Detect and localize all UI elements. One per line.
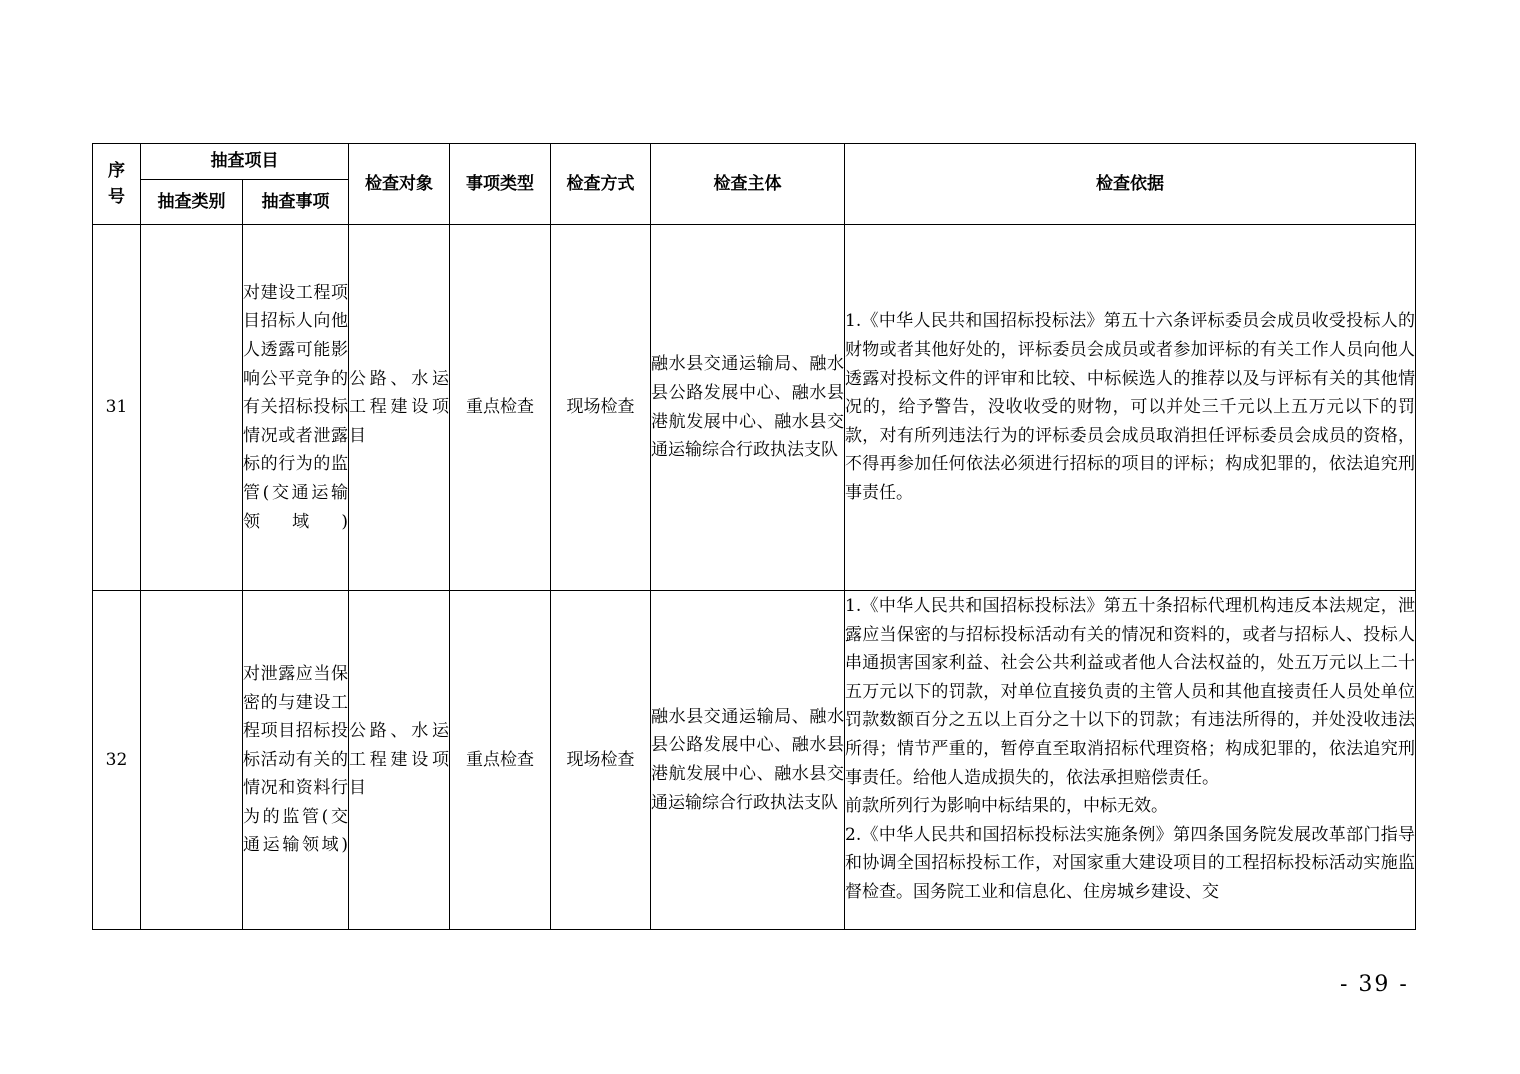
table-row [93, 225, 1416, 591]
row-target: 公路、水运工程建设项目 [349, 591, 450, 930]
row-method: 现场检查 [551, 225, 651, 591]
row-basis: 1.《中华人民共和国招标投标法》第五十条招标代理机构违反本法规定，泄露应当保密的与招标投标活动有关的情况和资料的，或者与招标人、投标人串通损害国家利益、社会公共利益或者他人合法权益的，处五万元以上二十五万元以下的罚款，对单位直接负责的主管人员和其他直接责任人员处单位罚款数额百分之五以上百分之十以下的罚款；有违法所得的，并处没收违法所得；情节严重的，暂停直至取消招标代理资格；构成犯罪的，依法追究刑事责任。给他人造成损失的，依法承担赔偿责任。 [845, 596, 1415, 788]
row-basis-3: 2.《中华人民共和国招标投标法实施条例》第四条国务院发展改革部门指导和协调全国招标投标工作，对国家重大建设项目的工程招标投标活动实施监督检查。国务院工业和信息化、住房城乡建设、交 [845, 824, 1415, 902]
row-basis-cell [845, 591, 1416, 930]
header-seq-label: 序号 [108, 161, 125, 207]
header-method: 检查方式 [551, 144, 651, 225]
header-seq [93, 144, 141, 225]
row-subject: 融水县交通运输局、融水县公路发展中心、融水县港航发展中心、融水县交通运输综合行政执法支队 [651, 591, 845, 930]
row-method: 现场检查 [551, 591, 651, 930]
header-category: 抽查类别 [141, 180, 243, 225]
header-subject: 检查主体 [651, 144, 845, 225]
header-items-group: 抽查项目 [141, 144, 349, 180]
header-target: 检查对象 [349, 144, 450, 225]
row-seq: 31 [93, 225, 141, 591]
row-type: 重点检查 [450, 225, 551, 591]
header-basis: 检查依据 [845, 144, 1416, 225]
row-basis-2: 前款所列行为影响中标结果的，中标无效。 [845, 796, 1168, 817]
header-matter: 抽查事项 [243, 180, 349, 225]
table-row [93, 591, 1416, 930]
row-subject: 融水县交通运输局、融水县公路发展中心、融水县港航发展中心、融水县交通运输综合行政执法支队 [651, 225, 845, 591]
row-target: 公路、水运工程建设项目 [349, 225, 450, 591]
row-matter: 对建设工程项目招标人向他人透露可能影响公平竞争的有关招标投标情况或者泄露标的行为的监管(交通运输领域) [243, 225, 349, 591]
inspection-table [92, 143, 1416, 930]
row-type: 重点检查 [450, 591, 551, 930]
header-type: 事项类型 [450, 144, 551, 225]
row-matter: 对泄露应当保密的与建设工程项目招标投标活动有关的情况和资料行为的监管(交通运输领域) [243, 591, 349, 930]
row-seq: 32 [93, 591, 141, 930]
row-category [141, 225, 243, 591]
row-basis: 1.《中华人民共和国招标投标法》第五十六条评标委员会成员收受投标人的财物或者其他好处的，评标委员会成员或者参加评标的有关工作人员向他人透露对投标文件的评审和比较、中标候选人的推荐以及与评标有关的其他情况的，给予警告，没收收受的财物，可以并处三千元以上五万元以下的罚款，对有所列违法行为的评标委员会成员取消担任评标委员会成员的资格，不得再参加任何依法必须进行招标的项目的评标；构成犯罪的，依法追究刑事责任。 [845, 225, 1416, 591]
page-number: - 39 - [1340, 972, 1409, 997]
row-category [141, 591, 243, 930]
